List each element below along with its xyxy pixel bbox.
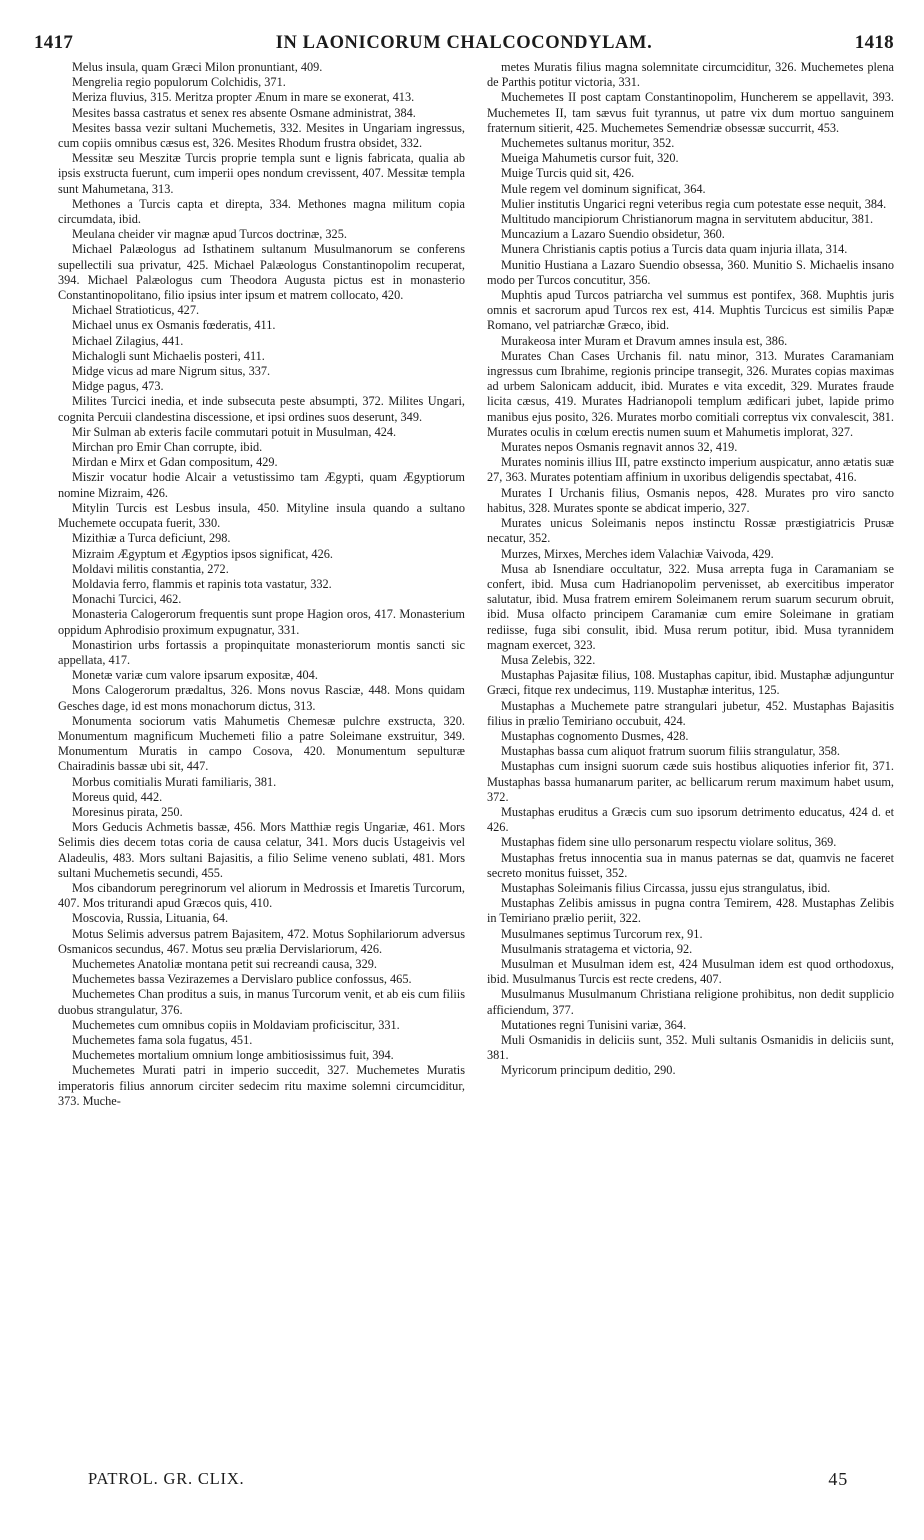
index-entry: Muchemetes mortalium omnium longe ambitiosissimus fuit, 394. (72, 1048, 394, 1063)
index-entry: Methones a Turcis capta et direpta, 334. Methones magna militum copia circumdata, ibid. (58, 196, 465, 227)
index-entry: Mustaphas bassa cum aliquot fratrum suorum filiis strangulatur, 358. (501, 744, 840, 759)
index-entry: Meriza fluvius, 315. Meritza propter Ænum in mare se exonerat, 413. (72, 90, 415, 105)
page-footer (88, 1469, 848, 1490)
index-entry: Messitæ seu Meszitæ Turcis proprie templa sunt e lignis fabricata, qualia ab ipsis exstructa fuerunt, cum imperii opes nondum crevissent, 407. Messitæ templa sunt Mahumetana, 313. (58, 151, 465, 196)
index-entry: Moldavia ferro, flammis et rapinis tota vastatur, 332. (72, 576, 332, 591)
index-entry: Monetæ variæ cum valore ipsarum expositæ, 404. (72, 668, 318, 683)
index-entry: Musa Zelebis, 322. (501, 652, 596, 667)
index-entry: Murates Chan Cases Urchanis fil. natu minor, 313. Murates Caramaniam ingressus cum Ibrahime, regionis principe transegit, 326. Murates copias maximas ad urbem Salonicam adducit, ibid. Murates e vita excedit, 329. Murates fraude licita cæsus, 419. Murates Hadrianopoli templum ædificari jubet, lapide primo manibus ejus posito, 326. Murates morbo comitiali correptus vix convalescit, 381. Murates oculis in cœlum erectis numen suum et Mahumetis implorat, 327. (487, 348, 894, 439)
index-entry: Mesites bassa vezir sultani Muchemetis, 332. Mesites in Ungariam ingressus, cum copiis omnibus cæsus est, 326. Mesites Rhodum frustra obsidet, 332. (58, 120, 465, 151)
running-title: IN LAONICORUM CHALCOCONDYLAM. (275, 33, 653, 53)
index-entry: Monasteria Calogerorum frequentis sunt prope Hagion oros, 417. Monasterium oppidum Aphrodisio proximum expugnatur, 331. (58, 607, 465, 637)
index-entry: Muncazium a Lazaro Suendio obsidetur, 360. (501, 227, 725, 242)
index-entry: Muchemetes Murati patri in imperio succedit, 327. Muchemetes Muratis imperatoris filius annorum circiter sedecim ritu maxime solemni circumciditur, 373. Muche- (58, 1063, 465, 1108)
index-entry: Moreus quid, 442. (72, 789, 163, 804)
index-entry: Monumenta sociorum vatis Mahumetis Chemesæ pulchre exstructa, 320. Monumentum magnificum Muchemeti filio a patre Soleimane exstruitur, 349. Monumentum Muratis in campo Cosova, 420. Monumentum sepulturæ Chairadinis bassæ ubi sit, 447. (58, 713, 465, 774)
index-entry: Mitylin Turcis est Lesbus insula, 450. Mityline insula quando a sultano Muchemete occupata fuerit, 330. (58, 500, 465, 531)
index-entry: Murakeosa inter Muram et Dravum amnes insula est, 386. (501, 333, 788, 348)
index-entry: Midge vicus ad mare Nigrum situs, 337. (72, 364, 271, 379)
page-header (34, 32, 894, 58)
index-entry: Myricorum principum deditio, 290. (501, 1063, 676, 1078)
index-entry: Mos cibandorum peregrinorum vel aliorum in Medrossis et Imaretis Turcorum, 407. Mos triturandi apud Græcos quis, 410. (58, 880, 465, 911)
index-entry: Michael Stratioticus, 427. (72, 303, 200, 318)
index-entry: Mule regem vel dominum significat, 364. (501, 181, 706, 196)
index-entry: Muchemetes II post captam Constantinopolim, Huncherem se appellavit, 393. Muchemetes II, tam sævus fuit tyrannus, ut patre vix dum mortuo sanguinem fraternum sitierit, 425. Muchemetes Semendriæ obsessæ succurrit, 453. (487, 90, 894, 135)
index-entry: Murates unicus Soleimanis nepos instinctu Rossæ præstigiatricis Prusæ necatur, 352. (487, 516, 894, 546)
index-entry: Muchemetes fama sola fugatus, 451. (72, 1033, 253, 1047)
index-entry: Musulmanis stratagema et victoria, 92. (501, 941, 693, 956)
index-entry: Mueiga Mahumetis cursor fuit, 320. (501, 151, 679, 166)
index-entry: Michael Zilagius, 441. (72, 333, 184, 348)
index-entry: Mustaphas fretus innocentia sua in manus paternas se dat, quamvis ne faceret secreto monitus fuisset, 352. (487, 850, 894, 880)
index-entry: metes Muratis filius magna solemnitate circumciditur, 326. Muchemetes plena de Parthis potitur victoria, 331. (487, 60, 894, 90)
index-entry: Mustaphas cum insigni suorum cæde suis hostibus aliquoties inferior fit, 371. Mustaphas bassa humanarum pariter, ac bellicarum rerum maximum habet usum, 372. (487, 759, 894, 804)
index-entry: Mustaphas eruditus a Græcis cum suo ipsorum detrimento educatus, 424 d. et 426. (487, 804, 894, 835)
index-entry: Mengrelia regio populorum Colchidis, 371. (72, 75, 286, 90)
sheet-number: 45 (828, 1469, 848, 1489)
index-entry: Motus Selimis adversus patrem Bajasitem, 472. Motus Sophilariorum adversus Osmanicos secundus, 467. Motus seu prælia Dervislariorum, 426. (58, 926, 465, 956)
index-entry: Munera Christianis captis potius a Turcis data quam injuria illata, 314. (501, 242, 848, 257)
index-entry: Moldavi militis constantia, 272. (72, 561, 229, 576)
index-entry: Miszir vocatur hodie Alcair a vetustissimo tam Ægypti, quam Ægyptiorum nomine Mizraim, 426. (58, 470, 465, 500)
index-entry: Mizithiæ a Turca deficiunt, 298. (72, 531, 231, 546)
index-entry: Mustaphas Zelibis amissus in pugna contra Temirem, 428. Mustaphas Zelibis in Temiriano prælio periit, 322. (487, 896, 894, 926)
index-entry: Mizraim Ægyptum et Ægyptios ipsos significat, 426. (72, 546, 333, 561)
index-entry: Muchemetes Anatoliæ montana petit sui recreandi causa, 329. (72, 956, 377, 971)
index-entry: Murates nominis illius III, patre exstincto imperium auspicatur, anno ætatis suæ 27, 363. Murates potentiam affinium in uxoribus deligendis spectabat, 416. (487, 455, 894, 485)
index-entry: Moscovia, Russia, Lituania, 64. (72, 911, 229, 926)
index-entry: Mors Geducis Achmetis bassæ, 456. Mors Matthiæ regis Ungariæ, 461. Mors Selimis dies decem totas coria de causa celatur, 341. Mors ducis Ustageivis vel Aladeulis, 483. Mors sultani Bajasitis, a filio Selime veneno sublati, 481. Mors sultani Muchemetis secundi, 455. (58, 820, 465, 880)
index-entry: Musulmanus Musulmanum Christiana religione prohibitus, non dedit supplicio afficiendum, 377. (487, 987, 894, 1017)
index-entry: Michael Palæologus ad Isthatinem sultanum Musulmanorum se conferens supellectili sua privatur, 425. Michael Palæologus Constantinopolim recuperat, 394. Michael Palæologus cum Theodora Augusta pictus est in monasterio Constantinopolitano, filio ipsius inter ipsum et matrem collocato, 420. (58, 242, 465, 303)
index-entry: Muli Osmanidis in deliciis sunt, 352. Muli sultanis Osmanidis in deliciis sunt, 381. (487, 1033, 894, 1063)
right-column (487, 60, 894, 1109)
index-entry: Monachi Turcici, 462. (72, 592, 182, 607)
index-entry: Mulier institutis Ungarici regni veteribus regia cum potestate esse nequit, 384. (501, 196, 887, 211)
index-entry: Muchemetes Chan proditus a suis, in manus Turcorum venit, et ab eis cum filiis duobus strangulatur, 376. (58, 987, 465, 1017)
index-entry: Muchemetes cum omnibus copiis in Moldaviam proficiscitur, 331. (72, 1017, 400, 1032)
index-entry: Meulana cheider vir magnæ apud Turcos doctrinæ, 325. (72, 227, 347, 242)
index-entry: Munitio Hustiana a Lazaro Suendio obsessa, 360. Munitio S. Michaelis insano modo per Turcos concutitur, 356. (487, 257, 894, 287)
index-entry: Monastirion urbs fortassis a propinquitate monasteriorum montis sancti sic appellata, 417. (58, 637, 465, 667)
index-entry: Murates nepos Osmanis regnavit annos 32, 419. (501, 440, 738, 455)
index-entry: Mustaphas Soleimanis filius Circassa, jussu ejus strangulatus, ibid. (501, 880, 831, 895)
right-page-number: 1418 (854, 32, 894, 53)
index-entry: Muphtis apud Turcos patriarcha vel summus est pontifex, 368. Muphtis juris omnis et sacrorum apud Turcos rex est, 414. Muphtis Turcicus est similis Papæ Romano, vel patriarchæ Græco, ibid. (487, 288, 894, 333)
index-columns (34, 60, 894, 1109)
index-entry: Muchemetes bassa Vezirazemes a Dervislaro publice confossus, 465. (72, 972, 412, 987)
index-entry: Mutationes regni Tunisini variæ, 364. (501, 1017, 687, 1032)
index-entry: Midge pagus, 473. (72, 379, 164, 394)
index-entry: Multitudo mancipiorum Christianorum magna in servitutem abducitur, 381. (501, 212, 874, 227)
index-entry: Mons Calogerorum prædaltus, 326. Mons novus Rasciæ, 448. Mons quidam Gesches dage, id est mons monachorum dictus, 313. (58, 683, 465, 713)
index-entry: Murates I Urchanis filius, Osmanis nepos, 428. Murates pro viro sancto habitus, 328. Murates sponte se abdicat imperio, 327. (487, 485, 894, 515)
index-entry: Musulmanes septimus Turcorum rex, 91. (501, 926, 703, 941)
index-entry: Michalogli sunt Michaelis posteri, 411. (72, 348, 265, 363)
index-entry: Melus insula, quam Græci Milon pronuntiant, 409. (72, 60, 323, 74)
index-entry: Mirdan e Mirx et Gdan compositum, 429. (72, 455, 278, 470)
index-entry: Moresinus pirata, 250. (72, 804, 183, 819)
index-entry: Morbus comitialis Murati familiaris, 381. (72, 774, 277, 789)
left-column (58, 60, 465, 1109)
index-entry: Michael unus ex Osmanis fœderatis, 411. (72, 318, 276, 333)
volume-signature: PATROL. GR. CLIX. (88, 1469, 245, 1488)
index-entry: Mustaphas fidem sine ullo personarum respectu violare solitus, 369. (501, 835, 837, 850)
index-entry: Mirchan pro Emir Chan corrupte, ibid. (72, 440, 263, 455)
index-entry: Muchemetes sultanus moritur, 352. (501, 136, 675, 151)
index-entry: Murzes, Mirxes, Merches idem Valachiæ Vaivoda, 429. (501, 546, 774, 561)
left-page-number: 1417 (34, 32, 74, 53)
index-entry: Mustaphas Pajasitæ filius, 108. Mustaphas capitur, ibid. Mustaphæ adjunguntur Græci, fitque rex undecimus, 119. Mustaphæ interitus, 125. (487, 668, 894, 698)
index-entry: Mir Sulman ab exteris facile commutari potuit in Musulman, 424. (72, 424, 397, 439)
index-entry: Muige Turcis quid sit, 426. (501, 166, 635, 181)
index-entry: Milites Turcici inedia, et inde subsecuta peste absumpti, 372. Milites Ungari, cognita Percuii clandestina discessione, et ipsi ordines suos deserunt, 349. (58, 394, 465, 424)
index-entry: Musa ab Isnendiare occultatur, 322. Musa arrepta fuga in Caramaniam se confert, ibid. Musa cum Hadrianopolim pervenisset, ab exercitibus imperator salutatur, ibid. Musa fratrem emirem Soleimanem rerum suarum securum obruit, ibid. Musa olfacto principem Caramaniæ cum emire Soleimane in gratiam rediisse, fuga sibi consulit, ibid. Musa rerum potitur, ibid. Musa tyrannidem magnam exercet, 323. (487, 561, 894, 652)
index-entry: Mesites bassa castratus et senex res absente Osmane administrat, 384. (72, 105, 416, 120)
index-entry: Mustaphas cognomento Dusmes, 428. (501, 728, 689, 743)
index-entry: Mustaphas a Muchemete patre strangulari jubetur, 452. Mustaphas Bajasitis filius in prælio Temiriano occubuit, 424. (487, 698, 894, 728)
index-entry: Musulman et Musulman idem est, 424 Musulman idem est quod orthodoxus, ibid. Musulmanus Turcis est recte credens, 407. (487, 956, 894, 987)
